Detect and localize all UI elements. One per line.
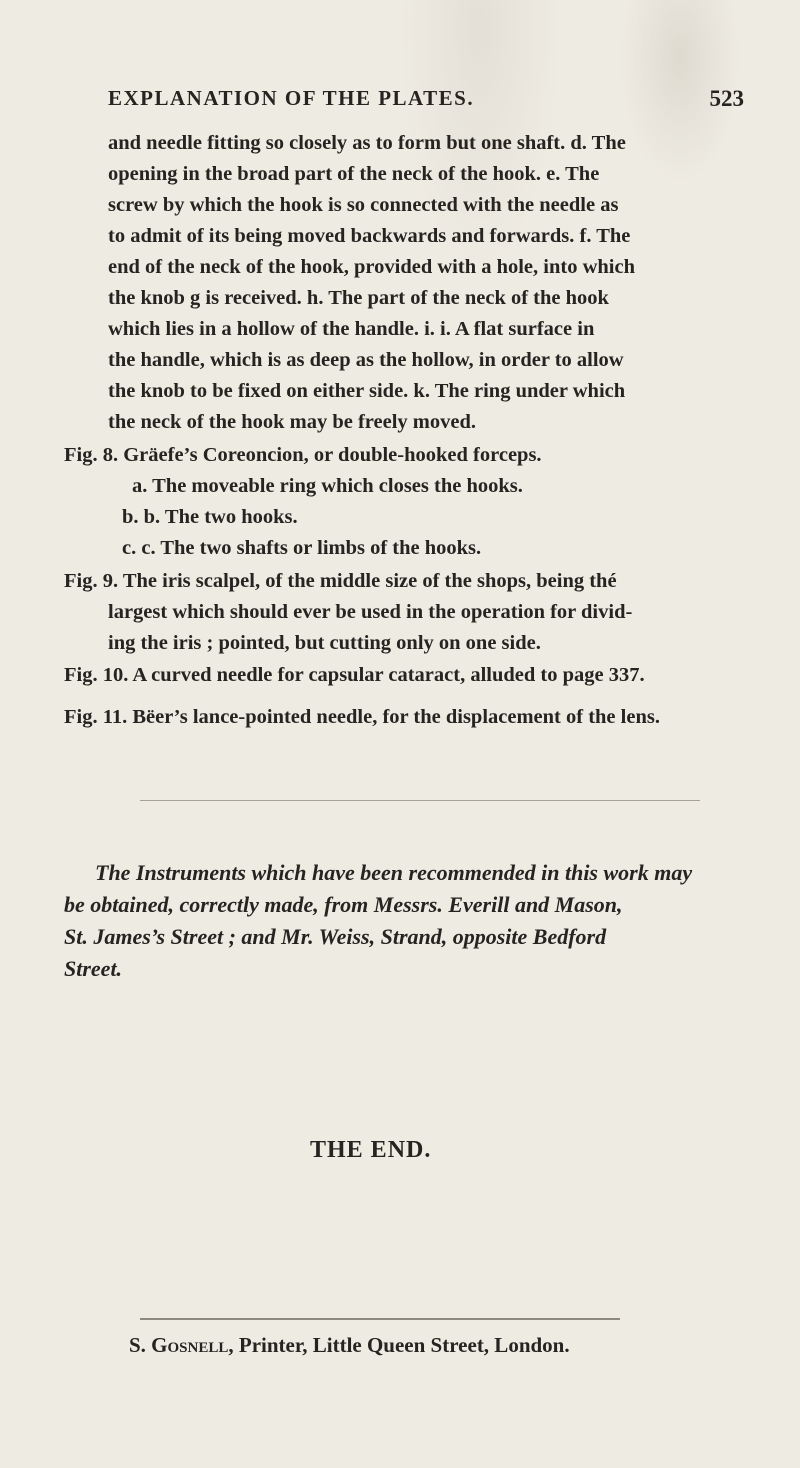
text-line: which lies in a hollow of the handle. i. i. A flat surface in — [108, 318, 595, 340]
fig11-entry — [64, 702, 764, 733]
fig8-entry — [64, 440, 764, 564]
text-line: end of the neck of the hook, provided with a hole, into which — [108, 256, 635, 278]
instruments-notice — [64, 857, 764, 985]
printer-imprint — [129, 1333, 570, 1358]
fig8-item-a: a. The moveable ring which closes the hooks. — [132, 475, 523, 497]
fig8-item-c: c. c. The two shafts or limbs of the hooks. — [122, 537, 482, 559]
page-number: 523 — [709, 86, 744, 111]
text-line: opening in the broad part of the neck of the hook. e. The — [108, 163, 600, 185]
fig9-line: ing the iris ; pointed, but cutting only on one side. — [108, 632, 541, 654]
notice-line: Street. — [64, 956, 123, 981]
notice-line: St. James’s Street ; and Mr. Weiss, Strand, opposite Bedford — [64, 924, 607, 949]
running-title: EXPLANATION OF THE PLATES. — [108, 86, 475, 110]
continuation-paragraph — [108, 128, 756, 438]
text-line: the handle, which is as deep as the hollow, in order to allow — [108, 349, 624, 371]
fig8-heading: Fig. 8. Gräefe’s Coreoncion, or double-hooked forceps. — [64, 444, 542, 466]
section-divider — [140, 800, 700, 801]
text-line: screw by which the hook is so connected with the needle as — [108, 194, 619, 216]
running-head — [108, 86, 744, 116]
text-line: the neck of the hook may be freely moved. — [108, 411, 477, 433]
fig8-item-b: b. b. The two hooks. — [122, 506, 298, 528]
fig9-line: largest which should ever be used in the operation for divid- — [108, 601, 633, 623]
printer-divider — [140, 1318, 620, 1320]
text-line: the knob to be fixed on either side. k. The ring under which — [108, 380, 626, 402]
printer-address: Printer, Little Queen Street, London. — [233, 1333, 570, 1357]
fig10-line: Fig. 10. A curved needle for capsular cataract, alluded to page 337. — [64, 664, 645, 686]
fig10-entry — [64, 660, 764, 691]
text-line: the knob g is received. h. The part of the neck of the hook — [108, 287, 609, 309]
the-end: THE END. — [310, 1137, 432, 1163]
fig9-entry — [64, 566, 764, 659]
printer-name: S. Gosnell, — [129, 1333, 234, 1357]
notice-line: be obtained, correctly made, from Messrs. Everill and Mason, — [64, 892, 623, 917]
fig11-line: Fig. 11. Bëer’s lance-pointed needle, for the displacement of the lens. — [64, 706, 660, 728]
text-line: to admit of its being moved backwards and forwards. f. The — [108, 225, 631, 247]
fig9-line: Fig. 9. The iris scalpel, of the middle size of the shops, being thé — [64, 570, 617, 592]
text-line: and needle fitting so closely as to form but one shaft. d. The — [108, 132, 626, 154]
notice-line: The Instruments which have been recommended in this work may — [95, 860, 693, 885]
